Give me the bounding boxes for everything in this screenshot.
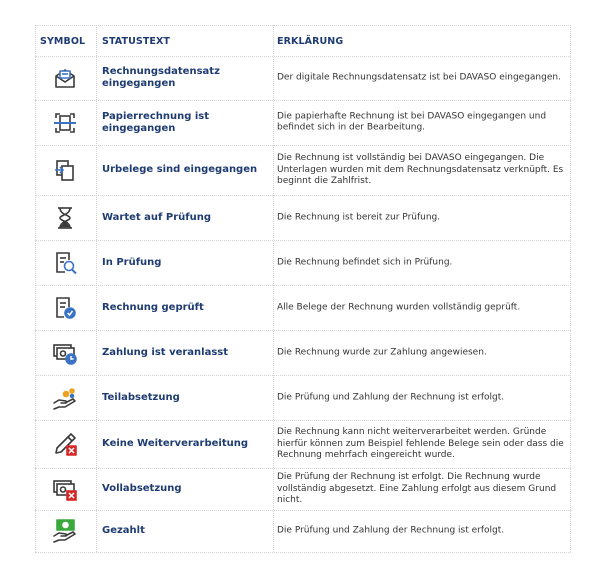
document-search-icon	[51, 249, 79, 277]
status-text: Rechnungsdatensatz eingegangen	[102, 65, 220, 89]
table-row	[35, 420, 571, 469]
status-text: Rechnung geprüft	[102, 301, 204, 313]
explanation-text: Der digitale Rechnungsdatensatz ist bei DAVASO eingegangen.	[277, 71, 561, 82]
status-text: In Prüfung	[102, 256, 162, 268]
column-divider	[273, 25, 274, 552]
table-row	[35, 145, 571, 196]
column-divider	[96, 25, 97, 552]
table-row	[35, 100, 571, 146]
status-text: Urbelege sind eingegangen	[102, 164, 258, 175]
explanation-text: Die Rechnung ist vollständig bei DAVASO eingegangen. Die Unterlagen wurden mit dem Rechnungsdatensatz verknüpft. Es beginnt die Zahlfrist.	[277, 152, 564, 186]
explanation-text: Die Prüfung und Zahlung der Rechnung ist erfolgt.	[277, 391, 505, 402]
table-row	[35, 285, 571, 331]
status-text: Teilabsetzung	[102, 391, 180, 403]
table-row	[35, 510, 571, 553]
table-row	[35, 330, 571, 376]
hourglass-icon	[51, 204, 79, 232]
explanation-text: Die Prüfung und Zahlung der Rechnung ist erfolgt.	[277, 525, 505, 536]
table-header	[35, 25, 571, 57]
explanation-text: Die Rechnung kann nicht weiterverarbeitet werden. Gründe hierfür können zum Beispiel fehlende Belege sein oder dass die Rechnung mehrfach eingereicht wurde.	[277, 426, 564, 460]
table-row	[35, 468, 571, 511]
header-symbol: SYMBOL	[40, 36, 86, 47]
header-status: STATUSTEXT	[102, 36, 171, 47]
status-table	[35, 25, 571, 552]
table-row	[35, 375, 571, 421]
column-divider	[35, 25, 36, 552]
explanation-text: Die Prüfung der Rechnung ist erfolgt. Die Rechnung wurde vollständig abgesetzt. Eine Zahlung erfolgt aus diesem Grund nicht.	[277, 471, 557, 505]
status-text: Papierrechnung ist eingegangen	[102, 110, 210, 134]
hand-banknote-icon	[51, 517, 79, 545]
hand-coins-icon	[51, 384, 79, 412]
envelope-icon	[51, 64, 79, 92]
money-clock-icon	[51, 339, 79, 367]
table-row	[35, 240, 571, 286]
explanation-text: Die Rechnung wurde zur Zahlung angewiesen.	[277, 346, 487, 357]
column-divider	[570, 25, 571, 552]
explanation-text: Die papierhafte Rechnung ist bei DAVASO eingegangen und befindet sich in der Bearbeitung.	[277, 111, 547, 133]
linked-documents-icon	[51, 156, 79, 184]
status-text: Gezahlt	[102, 525, 145, 536]
money-cross-icon	[51, 475, 79, 503]
header-explanation: ERKLÄRUNG	[277, 36, 344, 47]
scan-document-icon	[51, 109, 79, 137]
pen-cross-icon	[51, 430, 79, 458]
status-text: Wartet auf Prüfung	[102, 211, 212, 223]
status-text: Vollabsetzung	[102, 483, 182, 494]
explanation-text: Die Rechnung ist bereit zur Prüfung.	[277, 211, 441, 222]
table-row	[35, 55, 571, 101]
status-text: Zahlung ist veranlasst	[102, 346, 229, 358]
explanation-text: Alle Belege der Rechnung wurden vollständig geprüft.	[277, 301, 521, 312]
document-check-icon	[51, 294, 79, 322]
explanation-text: Die Rechnung befindet sich in Prüfung.	[277, 256, 453, 267]
status-text: Keine Weiterverarbeitung	[102, 438, 249, 449]
table-row	[35, 195, 571, 241]
